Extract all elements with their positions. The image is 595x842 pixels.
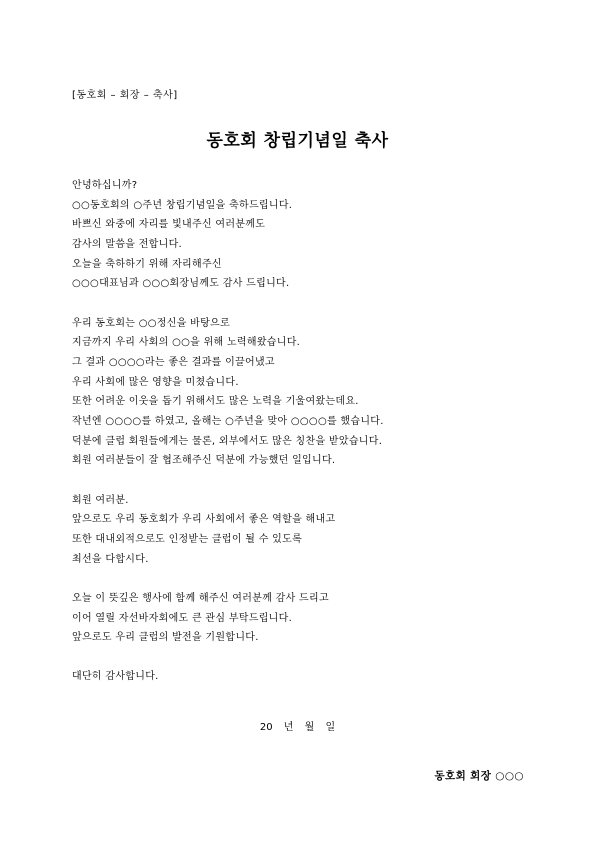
document-title: 동호회 창립기념일 축사: [206, 131, 389, 151]
speech-line: ○○○대표님과 ○○○회장님께도 감사 드립니다.: [72, 278, 290, 290]
speech-line: 우리 동호회는 ○○정신을 바탕으로: [72, 317, 230, 329]
speech-line: 회원 여러분들이 잘 협조해주신 덕분에 가능했던 일입니다.: [72, 455, 336, 467]
speech-paragraph: [72, 667, 542, 687]
speech-line: 앞으로도 우리 동호회가 우리 사회에서 좋은 역할을 해내고: [72, 514, 336, 526]
speech-line: 작년엔 ○○○○를 하였고, 올해는 ○주년을 맞아 ○○○○를 했습니다.: [72, 416, 384, 428]
speech-line: 우리 사회에 많은 영향을 미쳤습니다.: [72, 376, 239, 388]
speech-paragraph: [72, 314, 542, 472]
speech-body: [72, 176, 542, 707]
speech-line: 오늘 이 뜻깊은 행사에 함께 해주신 여러분께 감사 드리고: [72, 592, 329, 604]
speech-line: 감사의 말씀을 전합니다.: [72, 239, 183, 251]
speech-line: ○○동호회의 ○주년 창립기념일을 축하드립니다.: [72, 199, 293, 211]
speech-line: 오늘을 축하하기 위해 자리해주신: [72, 258, 222, 270]
speech-line: 회원 여러분.: [72, 494, 129, 506]
speech-paragraph: [72, 491, 542, 570]
speech-paragraph: [72, 589, 542, 648]
date-line: 20 년 월 일: [259, 722, 336, 733]
speech-line: 또한 어려운 이웃을 돕기 위해서도 많은 노력을 기울여왔는데요.: [72, 396, 359, 408]
speech-line: 그 결과 ○○○○라는 좋은 결과를 이끌어냈고: [72, 357, 275, 368]
speech-line: 앞으로도 우리 클럽의 발전을 기원합니다.: [72, 632, 259, 644]
speech-line: 대단히 감사합니다.: [72, 671, 159, 683]
speech-line: 지금까지 우리 사회의 ○○을 위해 노력해왔습니다.: [72, 337, 301, 349]
signature: 동호회 회장 ○○○: [434, 770, 524, 782]
speech-line: 또한 대내외적으로도 인정받는 클럽이 될 수 있도록: [72, 534, 303, 545]
speech-line: 덕분에 클럽 회원들에게는 물론, 외부에서도 많은 칭찬을 받았습니다.: [72, 435, 383, 447]
document-category-tag: [동호회 – 회장 – 축사]: [72, 90, 178, 101]
speech-line: 이어 열릴 자선바자회에도 큰 관심 부탁드립니다.: [72, 612, 293, 624]
speech-line: 최선을 다합시다.: [72, 553, 149, 565]
speech-line: 안녕하십니까?: [72, 180, 138, 191]
speech-line: 바쁘신 와중에 자리를 빛내주신 여러분께도: [72, 219, 266, 231]
speech-paragraph: [72, 176, 542, 294]
